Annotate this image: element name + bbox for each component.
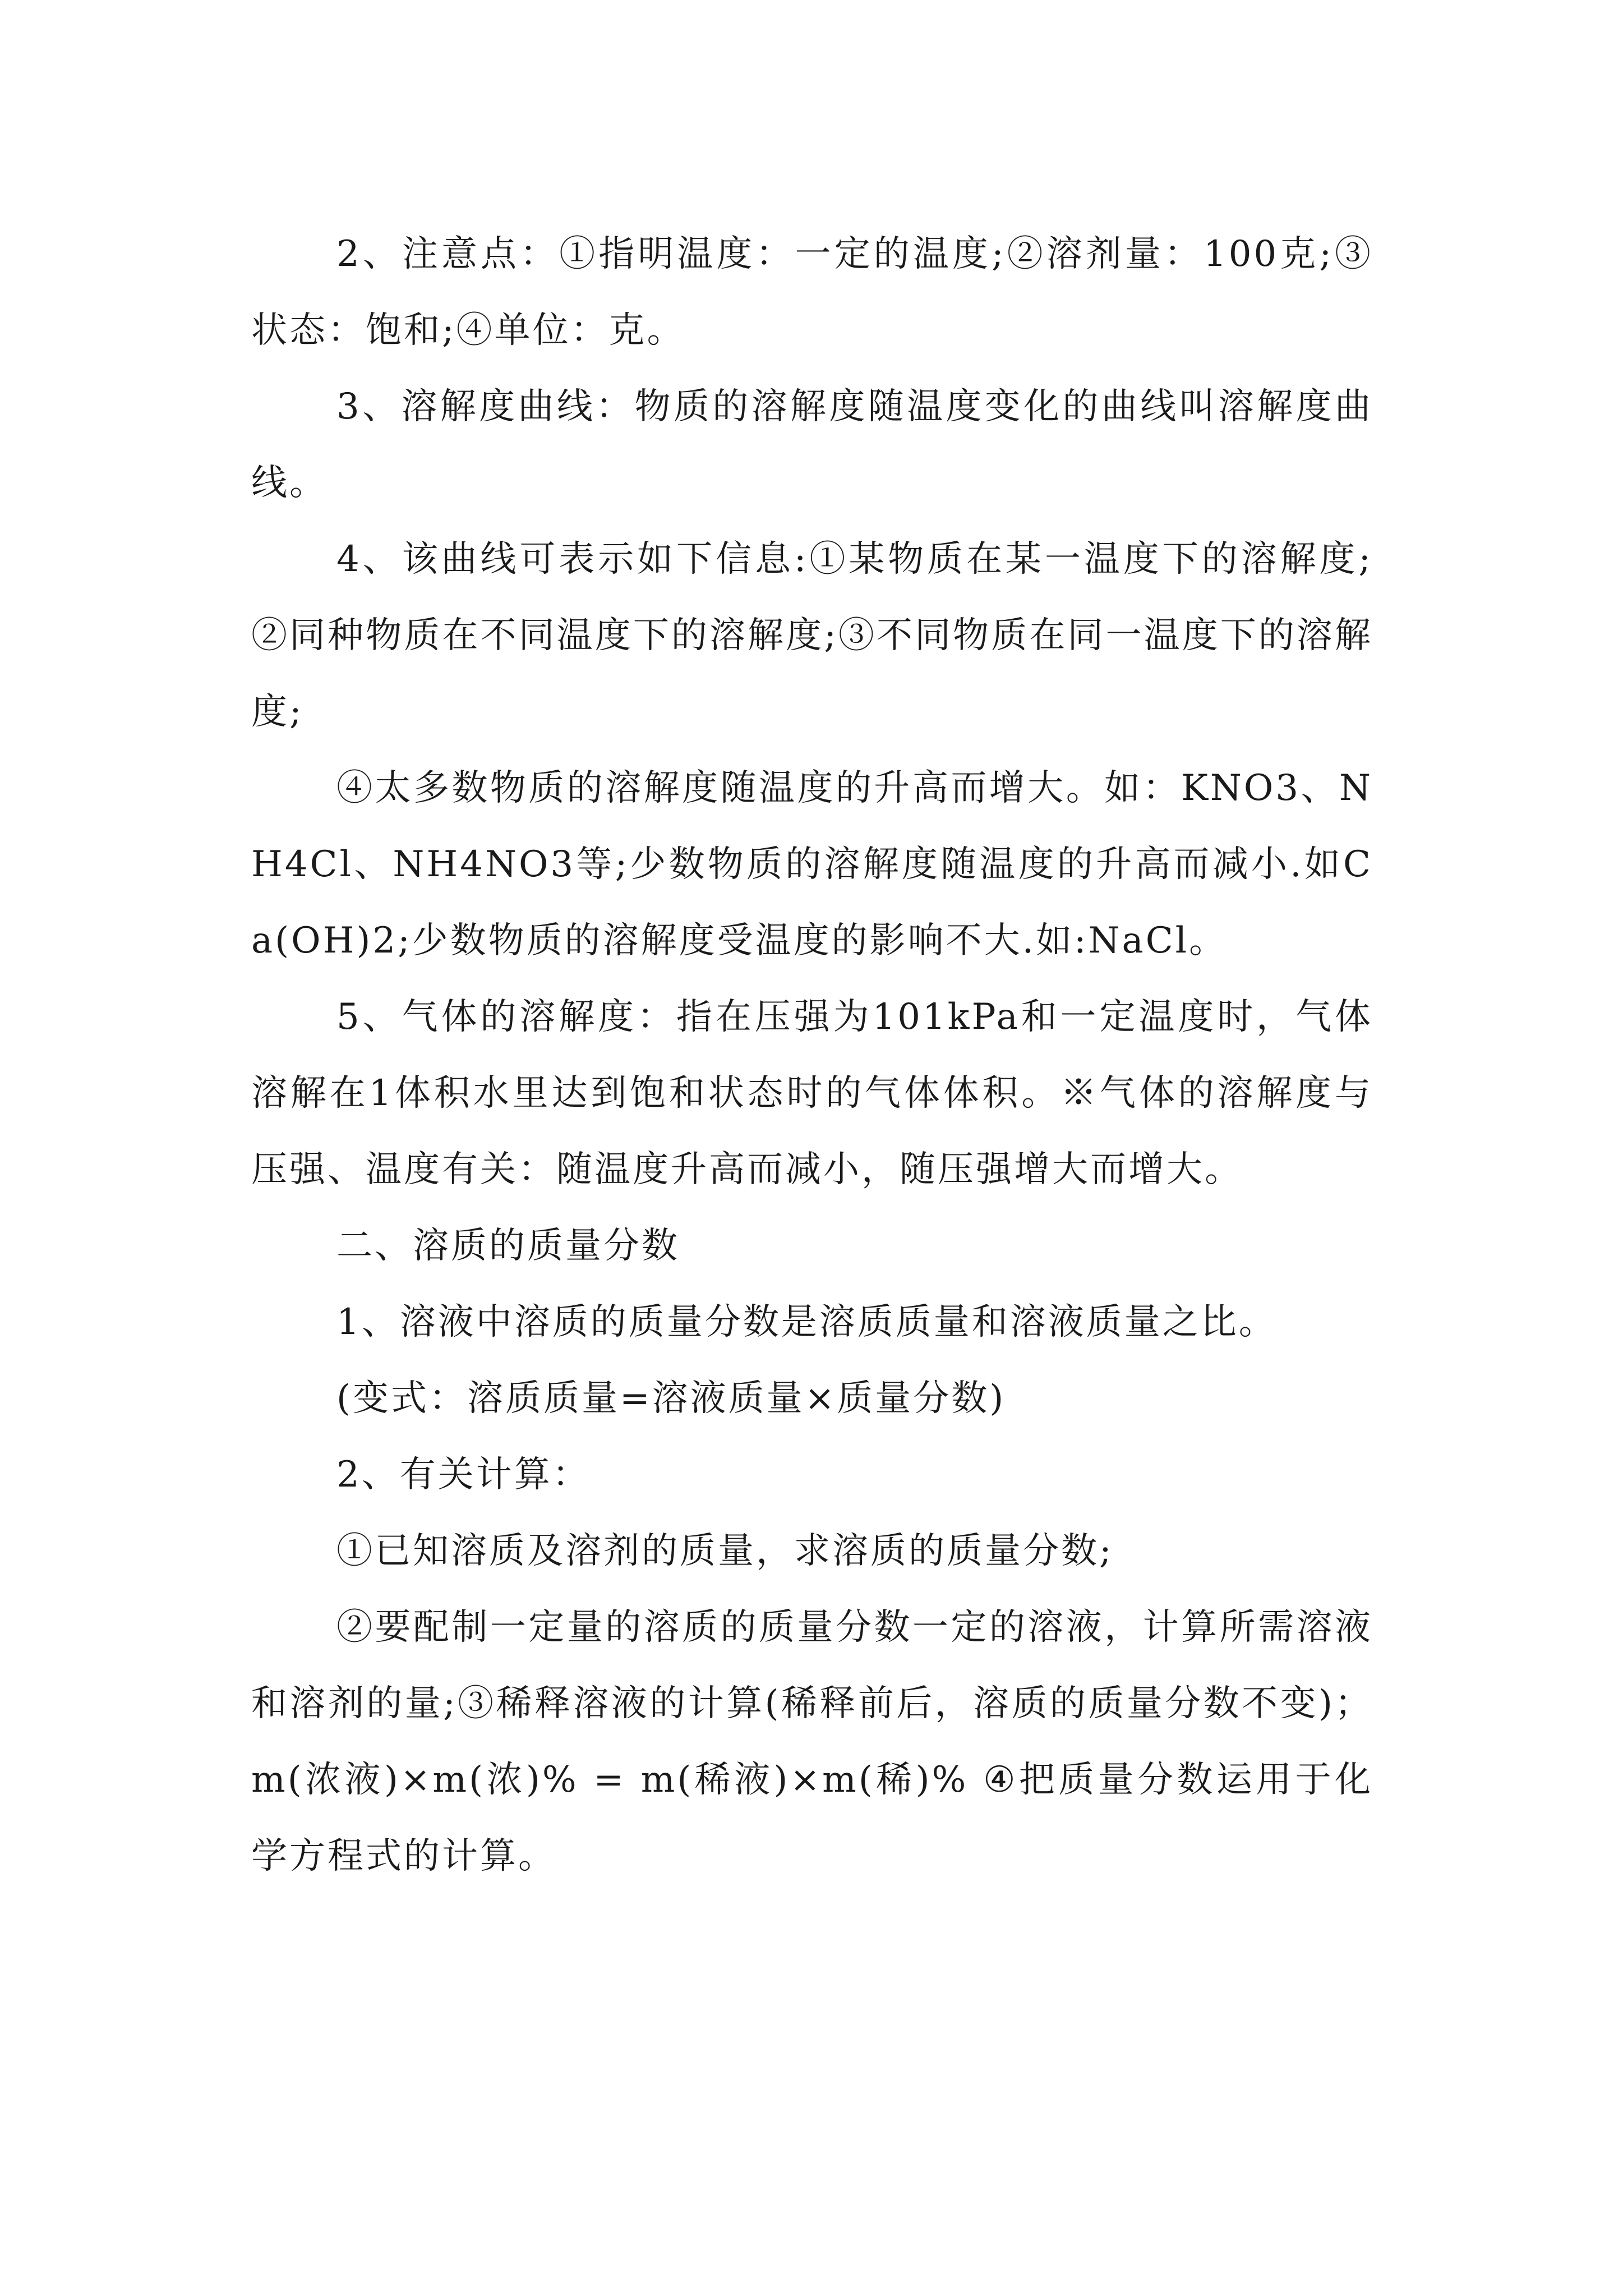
paragraph-gas-solubility: 5、气体的溶解度：指在压强为101kPa和一定温度时，气体溶解在1体积水里达到饱和状态时的气体体积。※气体的溶解度与压强、温度有关：随温度升高而减小，随压强增大而增大。 — [251, 996, 1373, 1190]
paragraph-curve-information: 4、该曲线可表示如下信息:①某物质在某一温度下的溶解度;②同种物质在不同温度下的溶解度;③不同物质在同一温度下的溶解度; — [251, 539, 1373, 733]
section-heading-mass-fraction: 二、溶质的质量分数 — [336, 1225, 680, 1267]
paragraph-solubility-curve: 3、溶解度曲线：物质的溶解度随温度变化的曲线叫溶解度曲线。 — [251, 386, 1373, 504]
paragraph-mass-fraction-definition: 1、溶液中溶质的质量分数是溶质质量和溶液质量之比。 — [336, 1301, 1277, 1343]
paragraph-calculation-items-2-4: ②要配制一定量的溶质的质量分数一定的溶液，计算所需溶液和溶剂的量;③稀释溶液的计算(稀释前后，溶质的质量分数不变)；m(浓液)×m(浓)% = m(稀液)×m(稀)% ④把质量分数运用于化学方程式的计算。 — [251, 1607, 1373, 1877]
paragraph-calculation-item-1: ①已知溶质及溶剂的质量，求溶质的质量分数; — [336, 1530, 1114, 1572]
document-body — [251, 216, 1373, 1894]
paragraph-solubility-notes: 2、注意点：①指明温度：一定的温度;②溶剂量：100克;③状态：饱和;④单位：克。 — [251, 233, 1373, 351]
paragraph-temperature-effect: ④太多数物质的溶解度随温度的升高而增大。如：KNO3、NH4Cl、NH4NO3等;少数物质的溶解度随温度的升高而减小.如Ca(OH)2;少数物质的溶解度受温度的影响不大.如:NaCl。 — [251, 767, 1373, 961]
paragraph-formula-variant: (变式：溶质质量=溶液质量×质量分数) — [336, 1378, 1006, 1419]
paragraph-calculations-heading: 2、有关计算： — [336, 1454, 591, 1496]
